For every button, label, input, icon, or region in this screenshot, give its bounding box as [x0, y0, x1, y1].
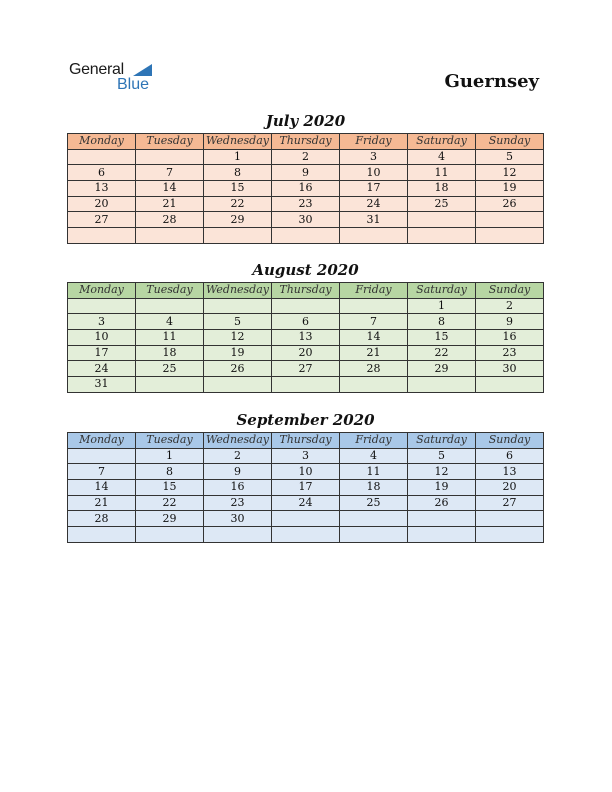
day-cell: 15 [136, 480, 204, 496]
day-cell [136, 527, 204, 543]
day-cell: 2 [204, 448, 272, 464]
day-cell [340, 228, 408, 244]
day-cell [408, 212, 476, 228]
day-cell [408, 511, 476, 527]
weekday-header: Wednesday [204, 433, 272, 449]
day-cell [408, 527, 476, 543]
day-cell: 20 [476, 480, 544, 496]
month-title-september: September 2020 [236, 411, 375, 429]
week-row [68, 464, 544, 480]
weekday-header: Thursday [272, 433, 340, 449]
weekday-header: Wednesday [204, 283, 272, 299]
day-cell: 27 [68, 212, 136, 228]
weekday-header: Monday [68, 283, 136, 299]
day-cell [136, 377, 204, 393]
day-cell [272, 298, 340, 314]
day-cell: 21 [340, 345, 408, 361]
day-cell: 22 [204, 196, 272, 212]
day-cell: 9 [476, 314, 544, 330]
day-cell: 8 [204, 165, 272, 181]
day-cell: 25 [136, 361, 204, 377]
day-cell: 20 [68, 196, 136, 212]
week-row [68, 228, 544, 244]
day-cell: 1 [408, 298, 476, 314]
week-row [68, 377, 544, 393]
day-cell: 15 [204, 181, 272, 197]
day-cell: 18 [340, 480, 408, 496]
day-cell: 18 [136, 345, 204, 361]
day-cell [408, 228, 476, 244]
day-cell [204, 298, 272, 314]
day-cell [204, 228, 272, 244]
day-cell: 7 [68, 464, 136, 480]
day-cell: 16 [476, 330, 544, 346]
day-cell [476, 377, 544, 393]
calendar-august [67, 282, 544, 393]
week-row [68, 480, 544, 496]
day-cell: 21 [136, 196, 204, 212]
day-cell: 7 [340, 314, 408, 330]
day-cell: 20 [272, 345, 340, 361]
weekday-header-row [68, 134, 544, 150]
day-cell: 11 [136, 330, 204, 346]
weekday-header: Sunday [476, 134, 544, 150]
month-title-july: July 2020 [265, 112, 346, 130]
day-cell: 19 [476, 181, 544, 197]
day-cell [204, 527, 272, 543]
week-row [68, 361, 544, 377]
day-cell: 18 [408, 181, 476, 197]
day-cell: 15 [408, 330, 476, 346]
weekday-header: Tuesday [136, 433, 204, 449]
day-cell: 26 [408, 495, 476, 511]
day-cell: 13 [272, 330, 340, 346]
day-cell: 4 [408, 149, 476, 165]
day-cell [204, 377, 272, 393]
day-cell: 3 [340, 149, 408, 165]
day-cell: 22 [136, 495, 204, 511]
weekday-header: Friday [340, 433, 408, 449]
week-row [68, 448, 544, 464]
weekday-header: Sunday [476, 283, 544, 299]
day-cell: 10 [68, 330, 136, 346]
week-row [68, 165, 544, 181]
day-cell: 19 [204, 345, 272, 361]
day-cell [68, 298, 136, 314]
weekday-header: Monday [68, 433, 136, 449]
day-cell: 6 [272, 314, 340, 330]
day-cell: 25 [408, 196, 476, 212]
day-cell: 24 [340, 196, 408, 212]
day-cell: 17 [68, 345, 136, 361]
day-cell [272, 377, 340, 393]
day-cell: 19 [408, 480, 476, 496]
day-cell [476, 527, 544, 543]
day-cell: 12 [476, 165, 544, 181]
generalblue-logo [69, 61, 159, 95]
weekday-header: Friday [340, 134, 408, 150]
day-cell: 29 [408, 361, 476, 377]
day-cell: 10 [340, 165, 408, 181]
week-row [68, 181, 544, 197]
day-cell: 22 [408, 345, 476, 361]
week-row [68, 196, 544, 212]
day-cell: 14 [136, 181, 204, 197]
day-cell: 17 [340, 181, 408, 197]
day-cell: 17 [272, 480, 340, 496]
week-row [68, 495, 544, 511]
day-cell [136, 228, 204, 244]
day-cell: 6 [476, 448, 544, 464]
calendar-september [67, 432, 544, 543]
day-cell [340, 511, 408, 527]
weekday-header: Tuesday [136, 134, 204, 150]
day-cell: 10 [272, 464, 340, 480]
day-cell [68, 228, 136, 244]
day-cell: 23 [272, 196, 340, 212]
day-cell: 8 [408, 314, 476, 330]
week-row [68, 345, 544, 361]
day-cell: 5 [408, 448, 476, 464]
day-cell [340, 527, 408, 543]
weekday-header-row [68, 283, 544, 299]
day-cell: 28 [68, 511, 136, 527]
weekday-header: Saturday [408, 433, 476, 449]
day-cell: 12 [408, 464, 476, 480]
day-cell: 14 [68, 480, 136, 496]
day-cell: 3 [272, 448, 340, 464]
day-cell [340, 377, 408, 393]
day-cell: 24 [68, 361, 136, 377]
day-cell: 28 [340, 361, 408, 377]
weekday-header: Monday [68, 134, 136, 150]
calendar-july [67, 133, 544, 244]
day-cell: 9 [204, 464, 272, 480]
day-cell: 5 [476, 149, 544, 165]
day-cell: 23 [204, 495, 272, 511]
day-cell: 16 [272, 181, 340, 197]
day-cell [68, 448, 136, 464]
day-cell: 29 [204, 212, 272, 228]
day-cell [68, 527, 136, 543]
day-cell: 25 [340, 495, 408, 511]
week-row [68, 314, 544, 330]
day-cell [272, 511, 340, 527]
day-cell: 11 [408, 165, 476, 181]
weekday-header: Wednesday [204, 134, 272, 150]
day-cell [272, 228, 340, 244]
day-cell: 26 [204, 361, 272, 377]
day-cell: 1 [204, 149, 272, 165]
weekday-header: Saturday [408, 283, 476, 299]
day-cell: 1 [136, 448, 204, 464]
weekday-header: Thursday [272, 283, 340, 299]
weekday-header: Sunday [476, 433, 544, 449]
day-cell: 31 [68, 377, 136, 393]
day-cell [476, 511, 544, 527]
day-cell: 31 [340, 212, 408, 228]
day-cell: 8 [136, 464, 204, 480]
month-title-august: August 2020 [252, 261, 359, 279]
day-cell: 14 [340, 330, 408, 346]
day-cell: 3 [68, 314, 136, 330]
day-cell: 27 [476, 495, 544, 511]
country-title: Guernsey [444, 71, 539, 92]
weekday-header: Saturday [408, 134, 476, 150]
day-cell: 29 [136, 511, 204, 527]
day-cell: 9 [272, 165, 340, 181]
day-cell [476, 212, 544, 228]
day-cell: 16 [204, 480, 272, 496]
day-cell: 27 [272, 361, 340, 377]
week-row [68, 212, 544, 228]
weekday-header-row [68, 433, 544, 449]
day-cell: 30 [272, 212, 340, 228]
day-cell [68, 149, 136, 165]
day-cell [340, 298, 408, 314]
day-cell: 30 [476, 361, 544, 377]
day-cell: 23 [476, 345, 544, 361]
day-cell: 30 [204, 511, 272, 527]
day-cell: 2 [272, 149, 340, 165]
day-cell: 7 [136, 165, 204, 181]
day-cell [272, 527, 340, 543]
weekday-header: Friday [340, 283, 408, 299]
week-row [68, 527, 544, 543]
logo-word-blue: Blue [117, 76, 150, 93]
day-cell: 21 [68, 495, 136, 511]
week-row [68, 298, 544, 314]
week-row [68, 330, 544, 346]
logo-word-general: General [69, 61, 124, 78]
day-cell: 28 [136, 212, 204, 228]
week-row [68, 511, 544, 527]
week-row [68, 149, 544, 165]
day-cell: 12 [204, 330, 272, 346]
weekday-header: Tuesday [136, 283, 204, 299]
day-cell [136, 149, 204, 165]
logo-triangle-icon [133, 64, 152, 76]
day-cell: 26 [476, 196, 544, 212]
weekday-header: Thursday [272, 134, 340, 150]
day-cell [136, 298, 204, 314]
day-cell: 4 [136, 314, 204, 330]
day-cell: 24 [272, 495, 340, 511]
day-cell: 6 [68, 165, 136, 181]
day-cell: 2 [476, 298, 544, 314]
day-cell [476, 228, 544, 244]
day-cell: 5 [204, 314, 272, 330]
day-cell: 13 [68, 181, 136, 197]
day-cell: 13 [476, 464, 544, 480]
day-cell: 4 [340, 448, 408, 464]
day-cell [408, 377, 476, 393]
day-cell: 11 [340, 464, 408, 480]
